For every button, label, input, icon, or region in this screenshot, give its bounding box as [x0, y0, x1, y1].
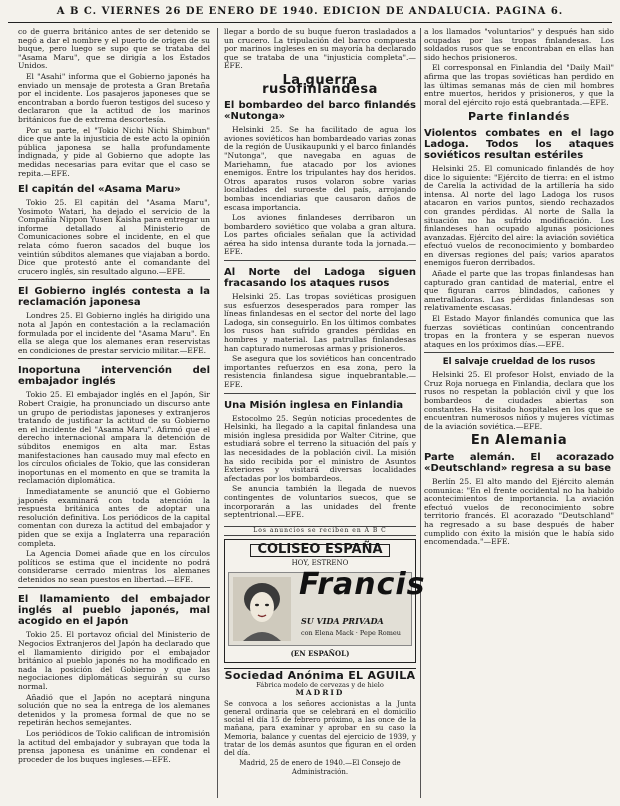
headline: Inoportuna intervención del embajador inglés	[18, 365, 210, 388]
article-paragraph: Inmediatamente se anunció que el Gobierno japonés examinará con toda atención la respuesta británica antes de adoptar una resolución definitiva. Los periódicos de la capital comentan con dureza la actitud del embajador y piden que se exija a Inglaterra una reparación completa.	[18, 486, 210, 548]
company-advertisement	[224, 668, 416, 776]
company-name: Sociedad Anónima EL AGUILA	[224, 669, 416, 683]
divider	[18, 279, 210, 280]
article-paragraph: Tokio 25. El capitán del "Asama Maru", Yosimoto Watari, ha dejado el servicio de la Compañía Nippon Yusen Kaisha para entregar un informe detallado al Ministerio de Comunicaciones sobre el incidente, en el que relata cómo fueron sacados del buque los veintiún súbditos alemanes que viajaban a bordo. Dice que protestó ante el comandante del crucero inglés, sin resultado alguno.—EFE.	[18, 198, 210, 276]
article-paragraph: Se asegura que los soviéticos han concentrado importantes refuerzos en esa zona, pero la resistencia finlandesa sigue inquebrantable.—EFE.	[224, 354, 416, 389]
article-paragraph: Helsinki 25. El comunicado finlandés de hoy dice lo siguiente: "Ejército de tierra: en el istmo de Carelia la actividad de la artillería ha sido intensa. Al norte del lago Ladoga los rusos atacaron en varios puntos, siendo rechazados con grandes pérdidas. Al norte de Salla la situación no ha sufrido modificación. Los finlandeses han ocupado algunas posiciones avanzadas. Ejército del aire: la aviación soviética efectuó vuelos de reconocimiento y bombardeo en diversas regiones del país; varios aparatos enemigos fueron derribados.	[424, 163, 614, 268]
article-paragraph: Por su parte, el "Tokio Nichi Nichi Shimbun" dice que ante la injusticia de este acto la opinión pública japonesa se halla profundamente indignada, y pide al Gobierno que adopte las medidas necesarias para evitar que el caso se repita.—EFE.	[18, 125, 210, 178]
column-1	[18, 28, 210, 802]
ads-label: Los anuncios se reciben en A B C	[224, 526, 416, 537]
article-paragraph: Añadió que el Japón no aceptará ninguna solución que no sea la entrega de los alemanes detenidos y la promesa formal de que no se repetirán hechos semejantes.	[18, 692, 210, 728]
article-paragraph: llegar a bordo de su buque fueron trasladados a un crucero. La tripulación del barco compuesta por marinos ingleses en su mayoría ha declarado que se trataba de una "injusticia completa".—EFE.	[224, 27, 416, 71]
masthead: A B C. VIERNES 26 DE ENERO DE 1940. EDICION DE ANDALUCIA. PAGINA 6.	[8, 2, 612, 23]
article-paragraph: Berlín 25. El alto mando del Ejército alemán comunica: "En el frente occidental no ha habido acontecimientos de importancia. La aviación efectuó vuelos de reconocimiento sobre territorio francés. El acorazado "Deutschland" ha regresado a su base después de haber cumplido con éxito la misión que le había sido encomendada."—EFE.	[424, 476, 614, 547]
film-tagline: SU VIDA PRIVADA	[301, 615, 384, 626]
headline: El salvaje crueldad de los rusos	[442, 357, 596, 368]
headline: Una Misión inglesa en Finlandia	[224, 399, 404, 411]
divider	[18, 587, 210, 588]
company-subtitle: Fábrica modelo de cervezas y de hielo	[256, 680, 384, 689]
headline: Al Norte del Ladoga siguen fracasando los ataques rusos	[224, 267, 416, 290]
company-city: MADRID	[295, 688, 345, 698]
column-3	[424, 28, 614, 802]
article-paragraph: Helsinki 25. Las tropas soviéticas prosiguen sus esfuerzos desesperados para romper las líneas finlandesas en el sector del norte del lago Ladoga, sin conseguirlo. En los últimos combates los rusos han sufrido grandes pérdidas en hombres y material. Las patrullas finlandesas han capturado numerosas armas y prisioneros.	[224, 292, 416, 353]
company-signature: Madrid, 25 de enero de 1940.—El Consejo de Administración.	[239, 759, 401, 776]
article-paragraph: Helsinki 25. Se ha facilitado de agua los aviones soviéticos han bombardeado varias zonas de la región de Uusikaupunki y el barco finlandés "Nutonga", que navegaba en aguas de Mariehamn, fue atacado por los aviones enemigos. Entre los tripulantes hay dos heridos. Otros aparatos rusos volaron sobre varias localidades del suroeste del país, arrojando bombas incendiarias que causaron daños de escasa importancia.	[224, 125, 416, 212]
article-paragraph: Los periódicos de Tokio califican de intromisión la actitud del embajador y subrayan que toda la prensa japonesa es unánime en condenar el proceder de los buques ingleses.—EFE.	[18, 729, 210, 764]
article-paragraph: El corresponsal en Finlandia del "Daily Mail" afirma que las tropas soviéticas han perdido en las últimas semanas más de cien mil hombres entre muertos, heridos y prisioneros, y que la moral del ejército rojo está quebrantada.—EFE.	[424, 63, 614, 107]
headline: Violentos combates en el lago Ladoga. Todos los ataques soviéticos resultan estériles	[424, 127, 614, 161]
column-rule	[217, 28, 218, 798]
article-paragraph: Añade el parte que las tropas finlandesas han capturado gran cantidad de material, entre el que figuran carros blindados, cañones y ametralladoras. Las pérdidas finlandesas son relativamente escasas.	[424, 269, 614, 313]
headline: El llamamiento del embajador inglés al pueblo japonés, mal acogido en el Japón	[18, 594, 210, 628]
article-paragraph: Los aviones finlandeses derribaron un bombardero soviético que volaba a gran altura. Los partes oficiales señalan que la actividad aérea ha sido intensa durante toda la jornada.—EFE.	[224, 213, 416, 257]
article-paragraph: Londres 25. El Gobierno inglés ha dirigido una nota al Japón en contestación a la reclamación formulada por el incidente del "Asama Maru". En ella se alega que los alemanes eran reservistas en condiciones de prestar servicio militar.—EFE.	[18, 311, 210, 355]
column-rule	[420, 28, 421, 798]
headline: Parte alemán. El acorazado «Deutschland» regresa a su base	[424, 451, 614, 474]
divider	[424, 352, 614, 353]
cinema-advertisement	[224, 539, 426, 663]
headline: El bombardeo del barco finlandés «Nutonga»	[224, 100, 416, 123]
headline: El Gobierno inglés contesta a la reclamación japonesa	[18, 286, 210, 309]
article-paragraph: El Estado Mayor finlandés comunica que las fuerzas soviéticas continúan concentrando tropas en la frontera y se esperan nuevos ataques en los próximos días.—EFE.	[424, 314, 614, 349]
film-poster	[228, 566, 426, 646]
article-paragraph: Se anuncia también la llegada de nuevos contingentes de voluntarios suecos, que se incorporarán a las unidades del frente septentrional.—EFE.	[224, 484, 416, 520]
film-language: (EN ESPAÑOL)	[290, 648, 350, 658]
film-title: Francis	[299, 566, 426, 602]
section-title: En Alemania	[470, 433, 568, 449]
divider	[224, 393, 416, 394]
column-2	[224, 27, 426, 802]
article-paragraph: Tokio 25. El embajador inglés en el Japón, Sir Robert Craigie, ha pronunciado un discurso ante un grupo de periodistas japoneses y extranjeros tratando de justificar la actitud de su Gobierno en el incidente del "Asama Maru". Afirmó que el derecho internacional ampara la detención de súbditos enemigos en alta mar. Estas manifestaciones han causado muy mal efecto en los círculos oficiales de Tokio, que las consideran inoportunas en el momento en que se tramita la reclamación diplomática.	[18, 390, 210, 486]
company-notice: Se convoca a los señores accionistas a la Junta general ordinaria que se celebrará en el domicilio social el día 15 de febrero próximo, a las once de la mañana, para examinar y aprobar en su caso la Memoria, balance y cuentas del ejercicio de 1939, y tratar de los demás asuntos que figuran en el orden del día.	[224, 699, 416, 758]
section-title: Parte finlandés	[468, 110, 570, 124]
article-paragraph: co de guerra británico antes de ser detenido se negó a dar el nombre y el puerto de origen de su buque, pero luego se supo que se trataba del "Asama Maru", que se dirigía a los Estados Unidos.	[18, 27, 210, 71]
article-paragraph: a los llamados "voluntarios" y después han sido ocupadas por las tropas finlandesas. Los soldados rusos que se encontraban en ellas han sido hechos prisioneros.	[424, 27, 614, 62]
headline: El capitán del «Asama Maru»	[18, 184, 181, 196]
theater-name: COLISEO ESPAÑA	[250, 544, 389, 557]
premiere-line: HOY, ESTRENO	[291, 558, 349, 567]
film-cast: con Elena Mack · Pepe Romeu	[301, 628, 401, 637]
article-paragraph: Tokio 25. El portavoz oficial del Ministerio de Negocios Extranjeros del Japón ha declarado que el llamamiento dirigido por el embajador británico al pueblo japonés no ha modificado en nada la posición del Gobierno y que las negociaciones diplomáticas seguirán su curso normal.	[18, 630, 210, 692]
divider	[18, 358, 210, 359]
article-paragraph: Helsinki 25. El profesor Holst, enviado de la Cruz Roja noruega en Finlandia, declara que los rusos no respetan la población civil y que los bombardeos de ciudades abiertas son constantes. Ha visitado hospitales en los que se encuentran numerosos niños y mujeres víctimas de la aviación soviética.—EFE.	[424, 370, 614, 431]
actress-portrait-icon	[233, 577, 291, 641]
article-paragraph: Estocolmo 25. Según noticias procedentes de Helsinki, ha llegado a la capital finlandesa una misión inglesa presidida por Walter Citrine, que estudiará sobre el terreno la situación del país y las necesidades de la población civil. La misión ha sido recibida por el ministro de Asuntos Exteriores y visitará diversas localidades afectadas por los bombardeos.	[224, 413, 416, 483]
article-paragraph: El "Asahi" informa que el Gobierno japonés ha enviado un mensaje de protesta a Gran Bretaña por el incidente. Los pasajeros japoneses que se encontraban a bordo fueron testigos del suceso y declararon que la actitud de los marinos británicos fue de extrema descortesía.	[18, 71, 210, 124]
article-paragraph: La Agencia Domei añade que en los círculos políticos se estima que el incidente no podrá considerarse cerrado mientras los alemanes detenidos no sean puestos en libertad.—EFE.	[18, 549, 210, 584]
section-title: La guerra rusofinlandesa	[262, 72, 378, 97]
divider	[224, 260, 416, 261]
